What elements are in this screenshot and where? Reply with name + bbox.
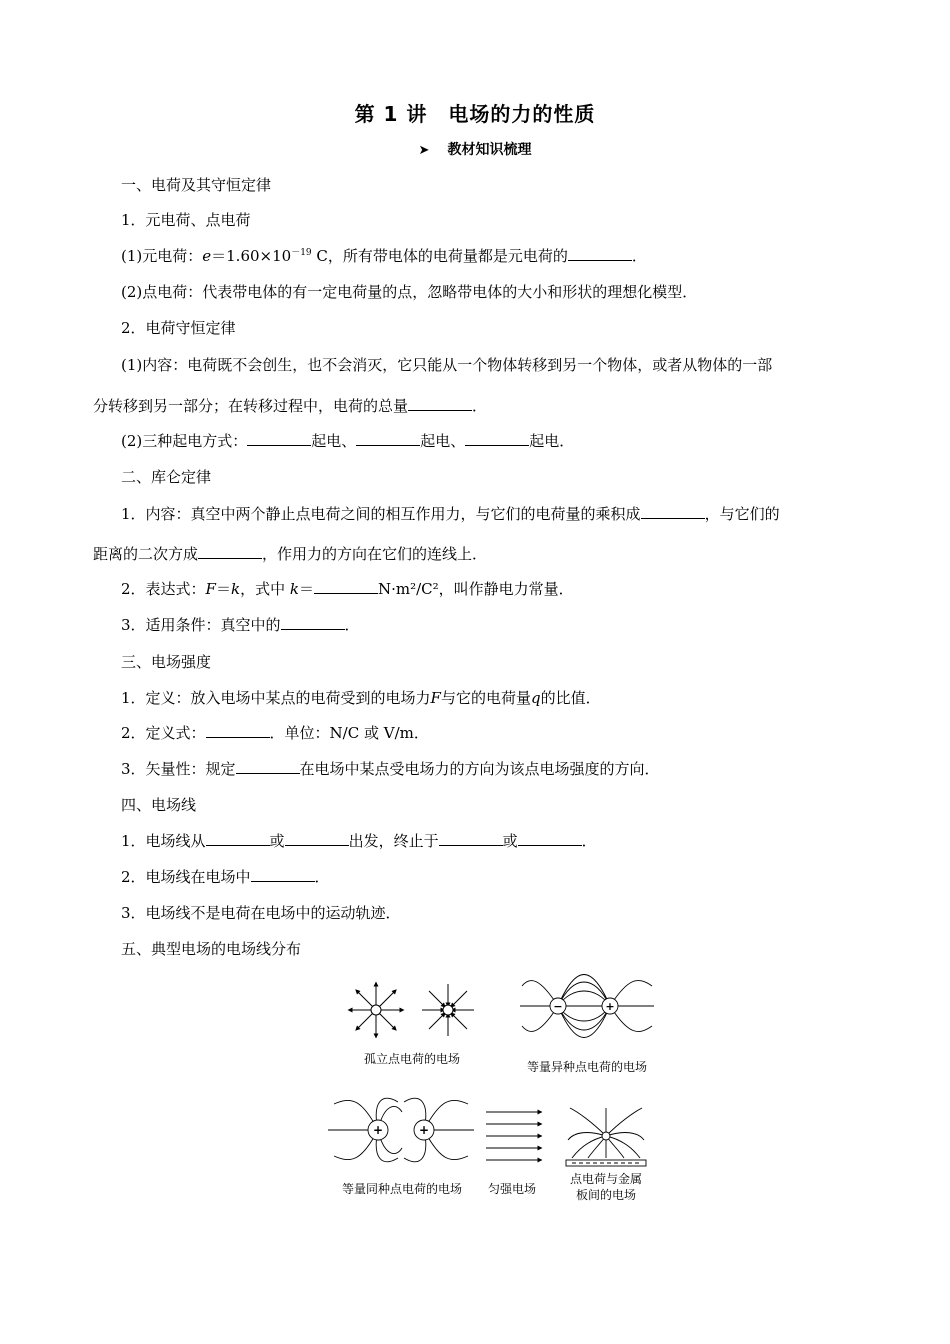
caption-plate-line1: 点电荷与金属: [569, 1172, 643, 1186]
isolated-positive-charge-diagram: [350, 984, 402, 1036]
fill-blank[interactable]: [356, 431, 420, 446]
fill-blank[interactable]: [236, 759, 300, 774]
caption-isolated: 孤立点电荷的电场: [363, 1052, 461, 1066]
item-field-lines-trajectory: 3．电场线不是电荷在电场中的运动轨迹．: [121, 904, 401, 922]
arrow-bullet-icon: ➤: [418, 143, 430, 158]
negative-charge-symbol: −: [553, 1000, 563, 1013]
item-field-definition: 1．定义：放入电场中某点的电荷受到的电场力F与它的电荷量q的比值．: [121, 689, 601, 707]
item-conservation-law: 2．电荷守恒定律: [121, 319, 236, 337]
fill-blank[interactable]: [281, 615, 345, 630]
item-coulomb-content: 1．内容：真空中两个静止点电荷之间的相互作用力，与它们的电荷量的乘积成 ，与它们的: [121, 505, 780, 523]
caption-opposite: 等量异种点电荷的电场: [526, 1060, 648, 1074]
isolated-negative-charge-diagram: [422, 984, 474, 1036]
positive-charge-symbol: +: [605, 1000, 615, 1013]
item-elementary-charge: 1．元电荷、点电荷: [121, 211, 251, 229]
caption-plate-line2: 板间的电场: [575, 1188, 637, 1202]
fill-blank[interactable]: [314, 579, 378, 594]
fill-blank[interactable]: [285, 831, 349, 846]
caption-uniform: 匀强电场: [487, 1182, 537, 1196]
fill-blank[interactable]: [568, 246, 632, 261]
uniform-field-diagram: [486, 1112, 540, 1160]
item-field-formula: 2．定义式： ．单位：N/C 或 V/m．: [121, 724, 429, 742]
fill-blank[interactable]: [518, 831, 582, 846]
item-point-charge-def: (2)点电荷：代表带电体的有一定电荷量的点，忽略带电体的大小和形状的理想化模型．: [121, 283, 698, 301]
item-field-lines-origin: 1．电场线从 或 出发，终止于 或 ．: [121, 832, 597, 850]
item-coulomb-conditions: 3．适用条件：真空中的 ．: [121, 616, 360, 634]
item-coulomb-expression: 2．表达式：F＝k，式中 k＝ N·m²/C²，叫作静电力常量．: [121, 580, 574, 598]
fill-blank[interactable]: [206, 831, 270, 846]
fill-blank[interactable]: [465, 431, 529, 446]
fill-blank[interactable]: [198, 544, 262, 559]
item-elementary-charge-def: (1)元电荷：$e=1.60\times 10^{-19}$ C，所有带电体的电荷量都是元电荷的 ．: [121, 247, 647, 265]
field-lines-figure: [322, 972, 662, 1208]
like-charge-right-symbol: +: [418, 1123, 430, 1137]
item-charging-methods: (2)三种起电方式： 起电、 起电、 起电．: [121, 432, 575, 450]
heading-charge-conservation: 一、电荷及其守恒定律: [121, 176, 272, 194]
item-conservation-content: (1)内容：电荷既不会创生，也不会消灭，它只能从一个物体转移到另一个物体，或者从物体的一部: [121, 356, 773, 374]
fill-blank[interactable]: [247, 431, 311, 446]
like-charges-diagram: [328, 1098, 474, 1162]
charge-plate-diagram: [566, 1108, 646, 1166]
item-field-lines-property: 2．电场线在电场中 ．: [121, 868, 330, 886]
caption-like: 等量同种点电荷的电场: [341, 1182, 463, 1196]
page-title: 第 1 讲 电场的力的性质: [354, 102, 596, 126]
fill-blank[interactable]: [408, 396, 472, 411]
heading-field-lines: 四、电场线: [121, 796, 197, 814]
heading-coulomb-law: 二、库仑定律: [121, 468, 212, 486]
item-field-vector: 3．矢量性：规定 在电场中某点受电场力的方向为该点电场强度的方向．: [121, 760, 660, 778]
heading-field-strength: 三、电场强度: [121, 653, 212, 671]
heading-typical-fields: 五、典型电场的电场线分布: [121, 940, 302, 958]
item-coulomb-content-cont: 距离的二次方成 ，作用力的方向在它们的连线上．: [93, 545, 488, 563]
fill-blank[interactable]: [206, 723, 270, 738]
item-conservation-content-cont: 分转移到另一部分；在转移过程中，电荷的总量 ．: [93, 397, 488, 415]
section-subtitle: ➤ 教材知识梳理: [418, 142, 532, 158]
fill-blank[interactable]: [251, 867, 315, 882]
like-charge-left-symbol: +: [372, 1123, 384, 1137]
fill-blank[interactable]: [641, 504, 705, 519]
opposite-charges-diagram: [520, 975, 654, 1038]
fill-blank[interactable]: [439, 831, 503, 846]
